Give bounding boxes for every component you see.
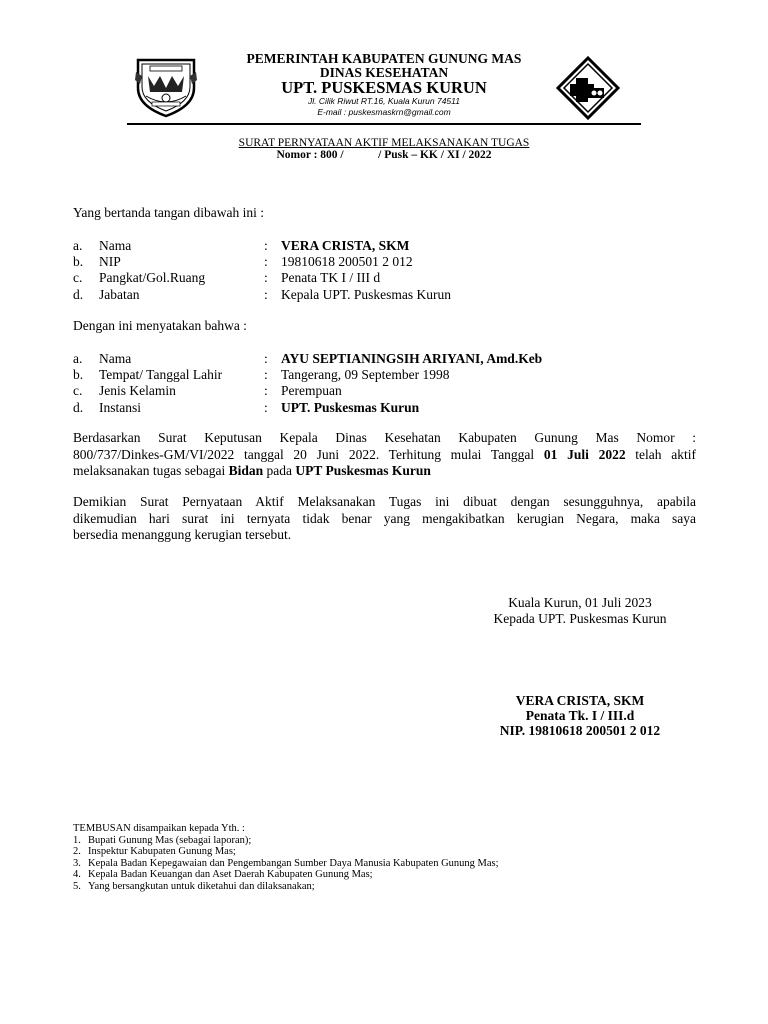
row-letter: b. [73, 254, 84, 269]
list-number: 2. [73, 846, 81, 857]
paragraph-line [73, 447, 696, 464]
row-label: Instansi [99, 400, 141, 415]
row-label: Pangkat/Gol.Ruang [99, 270, 206, 285]
list-item [73, 881, 499, 893]
row-letter: d. [73, 287, 84, 302]
row-colon: : [264, 400, 268, 415]
intro-signer: Yang bertanda tangan dibawah ini : [73, 205, 264, 220]
header-divider [127, 123, 641, 125]
addressed-to: Kepada UPT. Puskesmas Kurun [493, 611, 667, 626]
copy-recipients-title: TEMBUSAN disampaikan kepada Yth. : [73, 823, 245, 834]
row-value: Kepala UPT. Puskesmas Kurun [281, 287, 451, 302]
signature-block [440, 595, 720, 627]
document-number: Nomor : 800 / / Pusk – KK / XI / 2022 [276, 149, 492, 161]
text-span: pada [263, 463, 296, 478]
row-value: Penata TK I / III d [281, 270, 381, 285]
row-letter: b. [73, 367, 84, 382]
row-label: Tempat/ Tanggal Lahir [99, 367, 223, 382]
row-letter: a. [73, 351, 83, 366]
signatory [440, 693, 720, 738]
list-number: 4. [73, 869, 81, 880]
row-letter: a. [73, 238, 83, 253]
list-text: Yang bersangkutan untuk diketahui dan dilaksanakan; [88, 880, 315, 892]
row-colon: : [264, 287, 268, 302]
text-span: 800/737/Dinkes-GM/VI/2022 tanggal 20 Juni 2022. Terhitung mulai Tanggal [73, 446, 544, 462]
list-text: Kepala Badan Keuangan dan Aset Daerah Kabupaten Gunung Mas; [88, 869, 373, 880]
row-label: Jenis Kelamin [99, 383, 176, 398]
paragraph-closing [73, 494, 696, 544]
paragraph-line: dikemudian hari surat ini ternyata tidak benar yang mengakibatkan kerugian Negara, maka saya [73, 510, 696, 526]
header-department: DINAS KESEHATAN [319, 65, 449, 80]
header-institution: UPT. PUSKESMAS KURUN [281, 78, 487, 97]
document-title-text: SURAT PERNYATAAN AKTIF MELAKSANAKAN TUGAS [238, 137, 530, 149]
row-colon: : [264, 270, 268, 285]
text-span: melaksanakan tugas sebagai [73, 463, 229, 478]
row-label: Jabatan [99, 287, 140, 302]
row-colon: : [264, 383, 268, 398]
signatory-nip: NIP. 19810618 200501 2 012 [499, 723, 661, 738]
list-text: Bupati Gunung Mas (sebagai laporan); [88, 834, 252, 846]
start-date: 01 Juli 2022 [543, 446, 626, 462]
paragraph-line: Berdasarkan Surat Keputusan Kepala Dinas Kesehatan Kabupaten Gunung Mas Nomor : [73, 430, 696, 445]
row-value: VERA CRISTA, SKM [281, 238, 410, 253]
row-colon: : [264, 254, 268, 269]
row-letter: c. [73, 270, 83, 285]
row-colon: : [264, 351, 268, 366]
row-value: 19810618 200501 2 012 [281, 254, 413, 269]
list-item [73, 835, 499, 847]
row-colon: : [264, 367, 268, 382]
list-item [73, 858, 499, 870]
list-number: 1. [73, 834, 81, 846]
intro-statement: Dengan ini menyatakan bahwa : [73, 318, 247, 333]
row-label: Nama [99, 351, 132, 366]
row-colon: : [264, 238, 268, 253]
header-address: Jl. Cilik Riwut RT.16, Kuala Kurun 74511 [308, 96, 460, 106]
list-item [73, 846, 499, 858]
row-label: NIP [99, 254, 121, 269]
paragraph-line: bersedia menanggung kerugian tersebut. [73, 527, 292, 542]
list-number: 3. [73, 857, 81, 869]
list-number: 5. [73, 880, 81, 892]
paragraph-decree [73, 430, 696, 480]
signatory-rank: Penata Tk. I / III.d [525, 708, 635, 723]
list-text: Kepala Badan Kepegawaian dan Pengembangan Sumber Daya Manusia Kabupaten Gunung Mas; [88, 857, 499, 869]
row-value: UPT. Puskesmas Kurun [281, 400, 420, 415]
paragraph-line: Demikian Surat Pernyataan Aktif Melaksanakan Tugas ini dibuat dengan sesungguhnya, apabila [73, 494, 696, 509]
row-value: Perempuan [281, 383, 342, 398]
place-date: Kuala Kurun, 01 Juli 2023 [508, 595, 652, 610]
row-value: Tangerang, 09 September 1998 [281, 367, 450, 382]
signatory-name: VERA CRISTA, SKM [515, 693, 645, 708]
copy-recipients [73, 823, 499, 892]
text-span: telah aktif [625, 446, 696, 462]
header-email: E-mail : puskesmaskrn@gmail.com [317, 107, 451, 117]
list-item [73, 869, 499, 881]
row-label: Nama [99, 238, 132, 253]
row-value: AYU SEPTIANINGSIH ARIYANI, Amd.Keb [281, 351, 543, 366]
row-letter: d. [73, 400, 84, 415]
position-name: Bidan [228, 463, 264, 478]
header-government: PEMERINTAH KABUPATEN GUNUNG MAS [246, 51, 522, 66]
list-text: Inspektur Kabupaten Gunung Mas; [88, 846, 236, 857]
document-title [0, 137, 768, 149]
institution-name: UPT Puskesmas Kurun [295, 463, 431, 478]
paragraph-line [73, 463, 696, 480]
row-letter: c. [73, 383, 83, 398]
